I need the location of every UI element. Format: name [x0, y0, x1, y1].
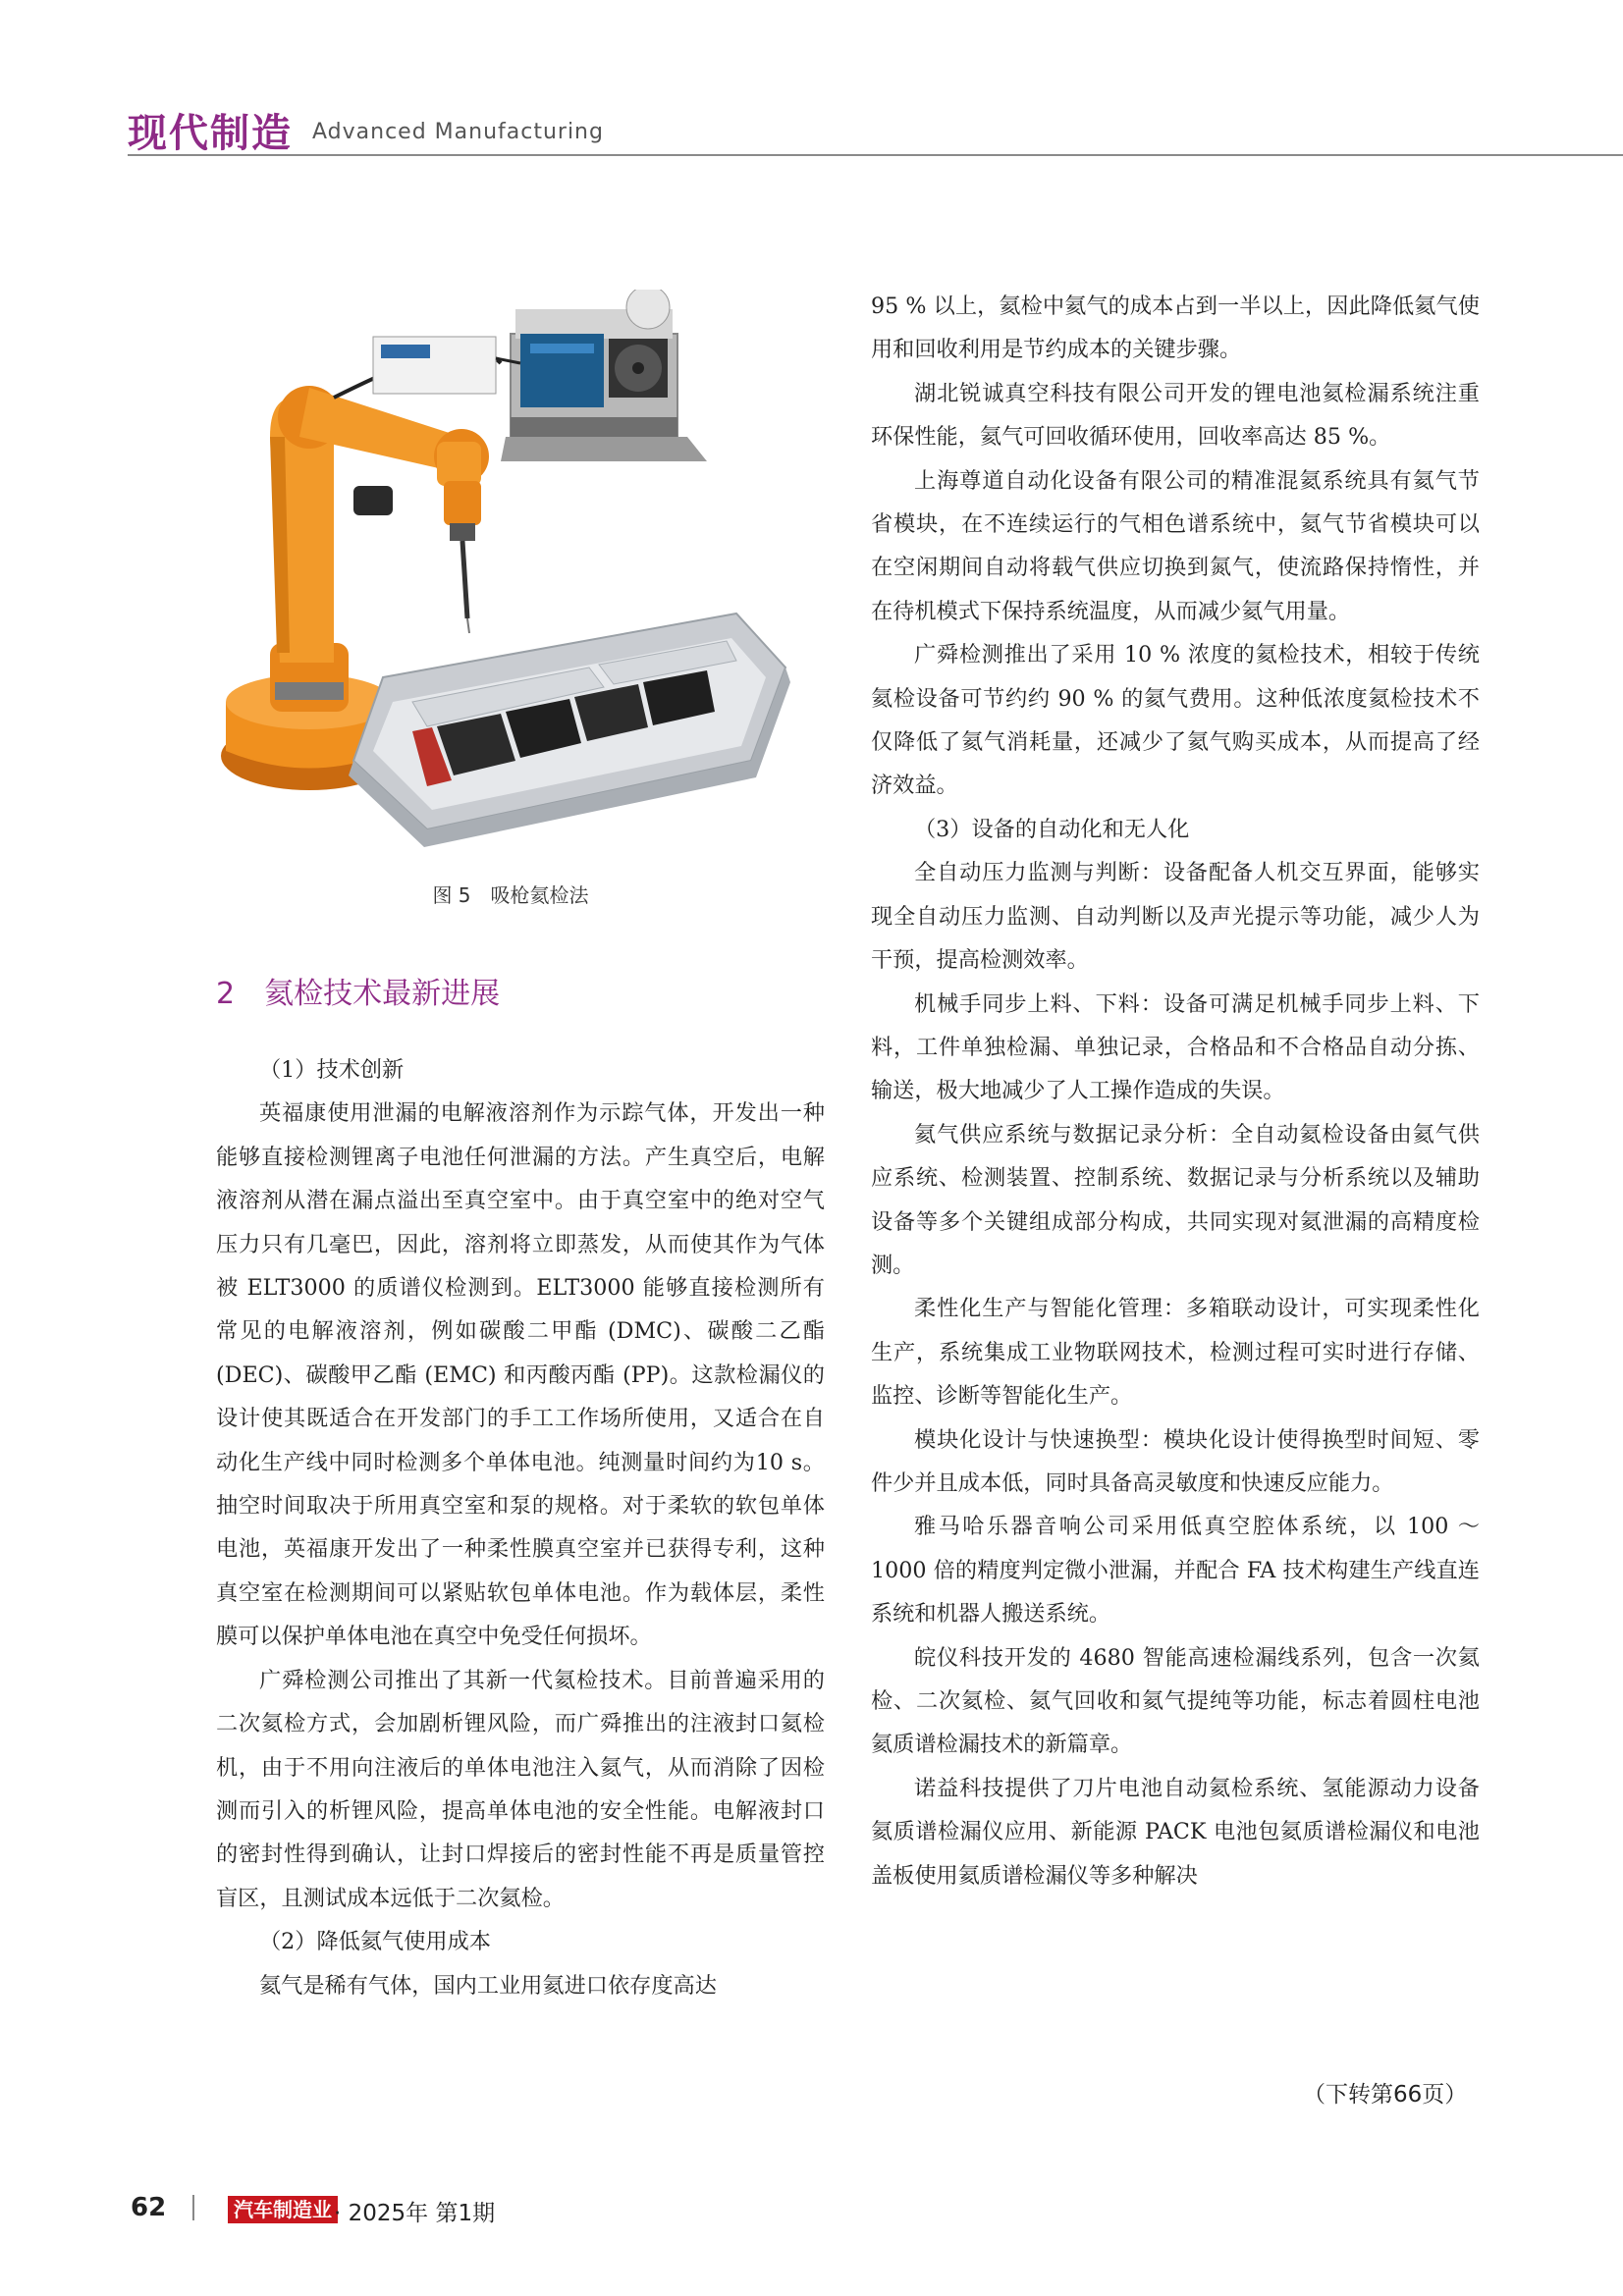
figure-caption: 图 5 吸枪氦检法 — [432, 883, 589, 907]
subsection-heading: （3）设备的自动化和无人化 — [914, 816, 1190, 842]
right-column — [871, 285, 1480, 1897]
issue-label: · 2025年 第1期 — [334, 2201, 496, 2226]
paragraph: 雅马哈乐器音响公司采用低真空腔体系统，以 100 ～ 1000 倍的精度判定微小泄漏，并配合 FA 技术构建生产线直连系统和机器人搬送系统。 — [871, 1514, 1480, 1628]
journal-section-title-en: Advanced Manufacturing — [312, 120, 604, 144]
page-number: 62 — [131, 2193, 167, 2222]
paragraph: 氦气是稀有气体，国内工业用氦进口依存度高达 — [259, 1972, 717, 1999]
magazine-logo: 汽车制造业 — [228, 2196, 338, 2223]
figure-sniffer-helium-test — [216, 290, 805, 877]
section-heading: 2 氦检技术最新进展 — [216, 977, 501, 1011]
paragraph: 广舜检测推出了采用 10 % 浓度的氦检技术，相较于传统氦检设备可节约约 90 % 的氦气费用。这种低浓度氦检技术不仅降低了氦气消耗量，还减少了氦气购买成本，从而提高了经济效益。 — [871, 642, 1480, 799]
paragraph: 全自动压力监测与判断：设备配备人机交互界面，能够实现全自动压力监测、自动判断以及声光提示等功能，减少人为干预，提高检测效率。 — [871, 860, 1480, 974]
paragraph: 柔性化生产与智能化管理：多箱联动设计，可实现柔性化生产，系统集成工业物联网技术，检测过程可实时进行存储、监控、诊断等智能化生产。 — [871, 1296, 1480, 1410]
paragraph: 皖仪科技开发的 4680 智能高速检漏线系列，包含一次氦检、二次氦检、氦气回收和氦气提纯等功能，标志着圆柱电池氦质谱检漏技术的新篇章。 — [871, 1644, 1480, 1758]
paragraph: 广舜检测公司推出了其新一代氦检技术。目前普遍采用的二次氦检方式，会加剧析锂风险，而广舜推出的注液封口氦检机，由于不用向注液后的单体电池注入氦气，从而消除了因检测而引入的析锂风险，提高单体电池的安全性能。电解液封口的密封性得到确认，让封口焊接后的密封性能不再是质量管控盲区，且测试成本远低于二次氦检。 — [216, 1667, 825, 1911]
journal-section-title: 现代制造 — [128, 111, 293, 156]
paragraph: 氦气供应系统与数据记录分析：全自动氦检设备由氦气供应系统、检测装置、控制系统、数据记录与分析系统以及辅助设备等多个关键组成部分构成，共同实现对氦泄漏的高精度检测。 — [871, 1121, 1480, 1278]
subsection-heading: （2）降低氦气使用成本 — [259, 1929, 491, 1955]
paragraph: 模块化设计与快速换型：模块化设计使得换型时间短、零件少并且成本低，同时具备高灵敏度和快速反应能力。 — [871, 1426, 1480, 1496]
subsection-heading: （1）技术创新 — [259, 1057, 405, 1083]
header-divider — [128, 154, 1623, 156]
paragraph: 机械手同步上料、下料：设备可满足机械手同步上料、下料，工件单独检漏、单独记录，合格品和不合格品自动分拣、输送，极大地减少了人工操作造成的失误。 — [871, 990, 1480, 1104]
paragraph: 上海尊道自动化设备有限公司的精准混氦系统具有氦气节省模块，在不连续运行的气相色谱系统中，氦气节省模块可以在空闲期间自动将载气供应切换到氮气，使流路保持惰性，并在待机模式下保持系统温度，从而减少氦气用量。 — [871, 467, 1480, 624]
paragraph: 湖北锐诚真空科技有限公司开发的锂电池氦检漏系统注重环保性能，氦气可回收循环使用，回收率高达 85 %。 — [871, 380, 1480, 451]
paragraph: 英福康使用泄漏的电解液溶剂作为示踪气体，开发出一种能够直接检测锂离子电池任何泄漏的方法。产生真空后，电解液溶剂从潜在漏点溢出至真空室中。由于真空室中的绝对空气压力只有几毫巴，因此，溶剂将立即蒸发，从而使其作为气体被 ELT3000 的质谱仪检测到。ELT3000 能够直接检测所有常见的电解液溶剂，例如碳酸二甲酯 (DMC)、碳酸二乙酯 (DEC)、碳酸甲乙酯 (EMC) 和丙酸丙酯 (PP)。这款检漏仪的设计使其既适合在开发部门的手工工作场所使用，又适合在自动化生产线中同时检测多个单体电池。纯测量时间约为10 s。抽空时间取决于所用真空室和泵的规格。对于柔软的软包单体电池，英福康开发出了一种柔性膜真空室并已获得专利，这种真空室在检测期间可以紧贴软包单体电池。作为载体层，柔性膜可以保护单体电池在真空中免受任何损坏。 — [216, 1100, 825, 1650]
left-column — [216, 1048, 825, 2007]
continuation-note: （下转第66页） — [1303, 2082, 1468, 2108]
footer-divider — [192, 2195, 194, 2220]
paragraph: 诺益科技提供了刀片电池自动氦检系统、氢能源动力设备氦质谱检漏仪应用、新能源 PACK 电池包氦质谱检漏仪和电池盖板使用氦质谱检漏仪等多种解决 — [871, 1775, 1480, 1889]
battery-pack-icon — [349, 614, 790, 847]
paragraph-continued: 95 % 以上，氦检中氦气的成本占到一半以上，因此降低氦气使用和回收利用是节约成本的关键步骤。 — [871, 294, 1480, 363]
